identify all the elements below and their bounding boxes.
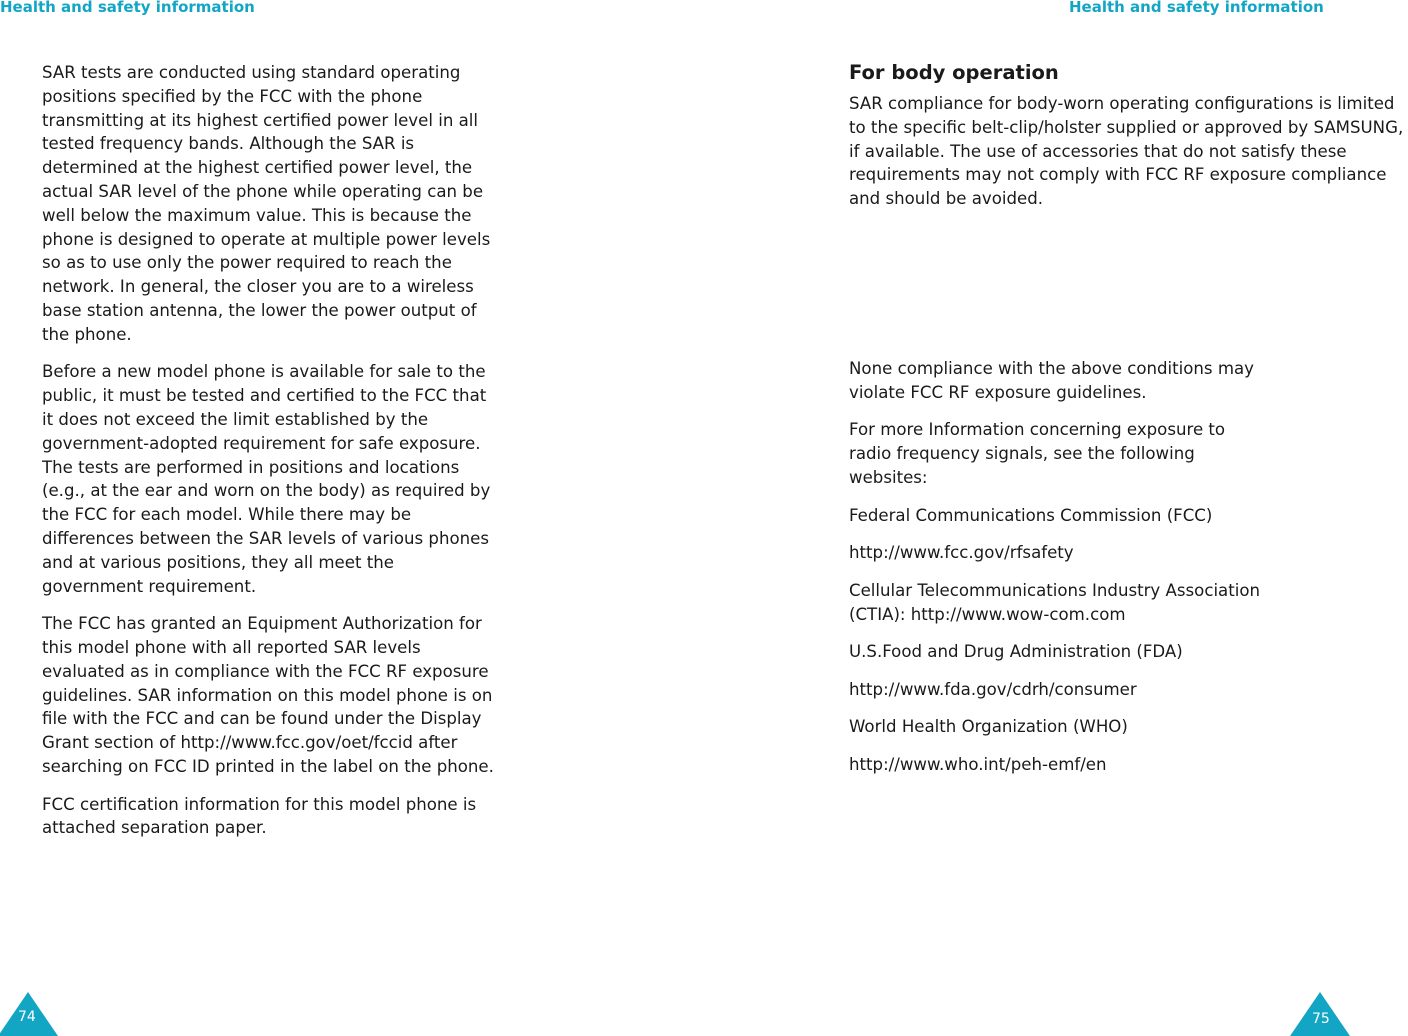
fcc-name: Federal Communications Commission (FCC) — [849, 505, 1213, 525]
more-info-paragraph: For more Information concerning exposure to radio frequency signals, see the following websites: — [849, 420, 1226, 487]
right-page-header: Health and safety information — [1069, 0, 1324, 16]
fcc-link: http://www.fcc.gov/rfsafety — [849, 543, 1074, 563]
compliance-note: None compliance with the above conditions may violate FCC RF exposure guidelines. — [849, 358, 1254, 402]
who-link: http://www.who.int/peh-emf/en — [849, 754, 1107, 774]
left-page-number: 74 — [18, 1009, 36, 1025]
who-name: World Health Organization (WHO) — [849, 717, 1128, 737]
ctia-entry: Cellular Telecommunications Industry Association (CTIA): http://www.wow-com.com — [849, 580, 1261, 624]
fda-link: http://www.fda.gov/cdrh/consumer — [849, 679, 1137, 699]
fda-name: U.S.Food and Drug Administration (FDA) — [849, 642, 1183, 662]
sar-tests-paragraph: SAR tests are conducted using standard operating positions specified by the FCC with the phone transmitting at its highest certified power level in all tested frequency bands. Although the SAR is determined at the highest certified power level, the actual SAR level of the phone while operating can be well below the maximum value. This is because the phone is designed to operate at multiple power levels so as to use only the power required to reach the network. In general, the closer you are to a wireless base station antenna, the lower the power output of the phone. — [42, 63, 491, 344]
right-page-body — [849, 61, 1408, 791]
body-operation-paragraph: SAR compliance for body-worn operating configurations is limited to the specific belt-clip/holster supplied or approved by SAMSUNG, if available. The use of accessories that do not satisfy these requirements may not comply with FCC RF exposure compliance and should be avoided. — [849, 94, 1404, 209]
right-page-number: 75 — [1312, 1011, 1330, 1027]
equipment-authorization-paragraph: The FCC has granted an Equipment Authorization for this model phone with all reported SAR levels evaluated as in compliance with the FCC RF exposure guidelines. SAR information on this model phone is on file with the FCC and can be found under the Display Grant section of http://www.fcc.gov/oet/fccid after searching on FCC ID printed in the label on the phone. — [42, 614, 494, 776]
left-page-body — [42, 61, 502, 854]
left-page-header: Health and safety information — [0, 0, 255, 16]
certification-paragraph: Before a new model phone is available for sale to the public, it must be tested and certified to the FCC that it does not exceed the limit established by the government-adopted requirement for safe exposure. The tests are performed in positions and locations (e.g., at the ear and worn on the body) as required by the FCC for each model. While there may be differences between the SAR levels of various phones and at various positions, they all meet the government requirement. — [42, 362, 491, 596]
fcc-certification-paragraph: FCC certification information for this model phone is attached separation paper. — [42, 794, 477, 838]
body-operation-heading: For body operation — [849, 61, 1059, 84]
